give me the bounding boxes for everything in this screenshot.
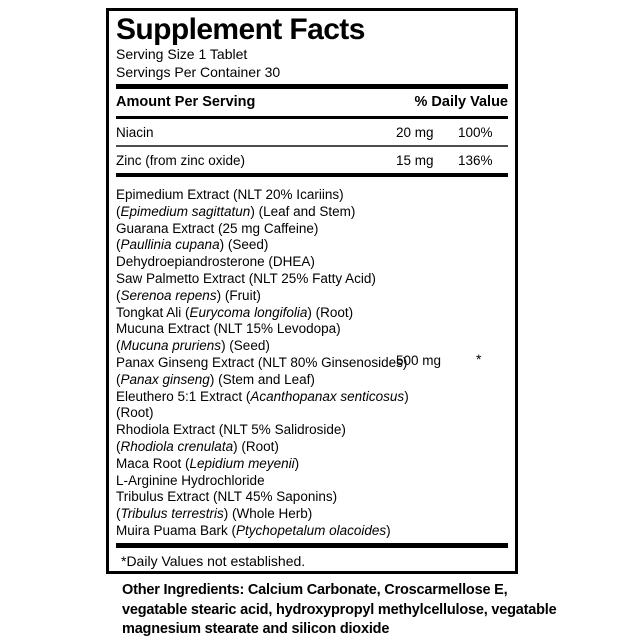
servings-per-container-text: Servings Per Container 30 [116,63,281,80]
blend-line: Guarana Extract (25 mg Caffeine) [116,220,319,236]
blend-line: Panax Ginseng Extract (NLT 80% Ginsenosides) [116,354,408,370]
nutrient-dv: 136% [458,153,493,168]
blend-amount: 500 mg [396,353,442,368]
daily-value-header: % Daily Value [414,94,508,110]
blend-line: (Rhodiola crenulata) (Root) [116,438,279,454]
blend-line: Maca Root (Lepidium meyenii) [116,455,300,471]
blend-line: Dehydroepiandrosterone (DHEA) [116,254,315,270]
nutrient-row [116,147,508,173]
blend-line: (Root) [116,405,154,421]
blend-line: Tongkat Ali (Eurycoma longifolia) (Root) [116,304,354,320]
blend-line: Saw Palmetto Extract (NLT 25% Fatty Acid) [116,270,376,286]
serving-size-text: Serving Size 1 Tablet [116,46,248,62]
blend-line: Epimedium Extract (NLT 20% Icariins) [116,187,344,202]
nutrient-rows [116,119,508,173]
blend-line: Eleuthero 5:1 Extract (Acanthopanax senticosus) [116,388,409,404]
nutrient-row [116,119,508,145]
blend-line: Tribulus Extract (NLT 45% Saponins) [116,489,338,505]
column-header-row [116,89,508,116]
nutrient-amount: 20 mg [396,125,434,140]
amount-per-serving-header: Amount Per Serving [116,94,256,110]
nutrient-name: Niacin [116,125,154,140]
blend-lines [116,187,508,540]
blend-line: (Tribulus terrestris) (Whole Herb) [116,506,313,522]
supplement-facts-label [106,8,518,574]
proprietary-blend-section [116,177,508,540]
blend-line: L-Arginine Hydrochloride [116,472,265,488]
other-ingredients-text: Other Ingredients: Calcium Carbonate, Croscarmellose E, vegatable stearic acid, hydroxypropyl methylcellulose, vegatable magnesium stearate and silicon dioxide [122,582,557,637]
blend-line: Rhodiola Extract (NLT 5% Salidroside) [116,422,346,438]
blend-line: (Mucuna pruriens) (Seed) [116,338,270,354]
blend-line: (Serenoa repens) (Fruit) [116,287,261,303]
blend-line: (Epimedium sagittatun) (Leaf and Stem) [116,203,356,219]
blend-line: Mucuna Extract (NLT 15% Levodopa) [116,321,341,337]
blend-line: (Paullinia cupana) (Seed) [116,237,269,253]
blend-dv-asterisk: * [476,351,482,367]
nutrient-amount: 15 mg [396,153,434,168]
blend-line: (Panax ginseng) (Stem and Leaf) [116,371,315,387]
nutrient-dv: 100% [458,125,493,140]
page-title: Supplement Facts [116,13,365,46]
daily-value-footnote: *Daily Values not established. [121,552,306,569]
nutrient-name: Zinc (from zinc oxide) [116,153,246,168]
blend-line: Muira Puama Bark (Ptychopetalum olacoides) [116,522,391,538]
